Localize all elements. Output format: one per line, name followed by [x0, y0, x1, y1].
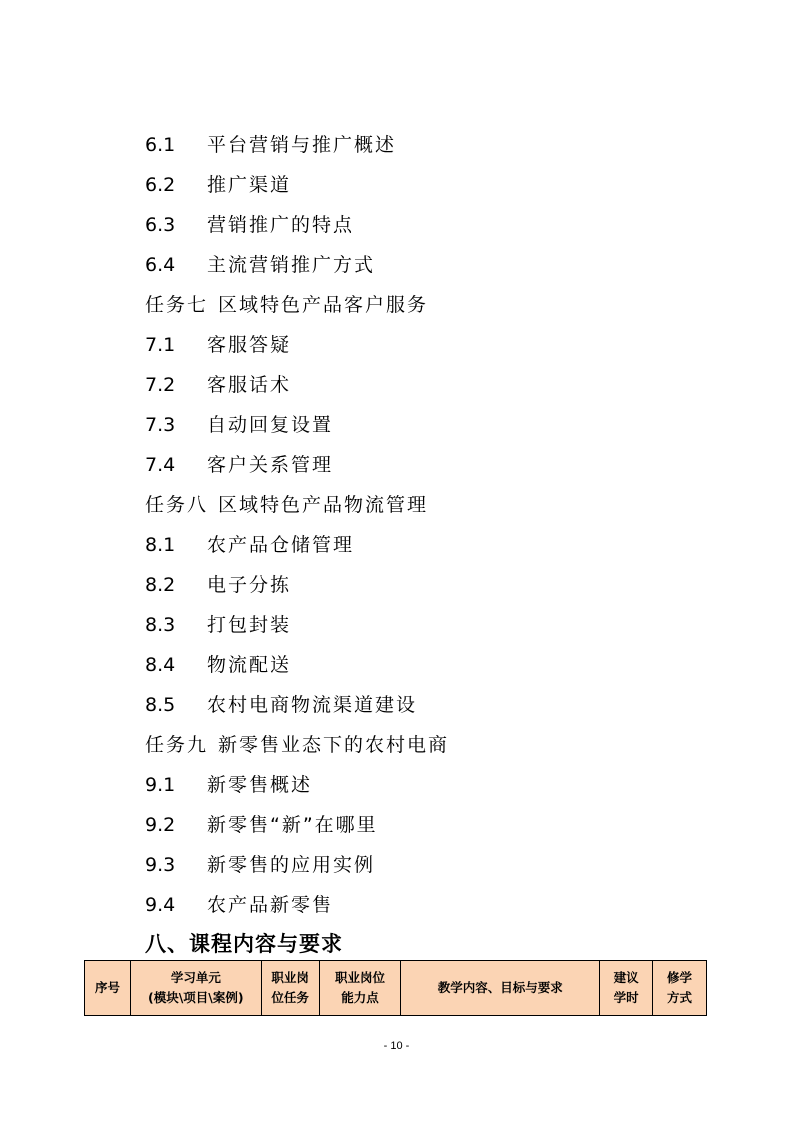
item-title: 电子分拣 [207, 574, 292, 596]
column-header-line: 教学内容、目标与要求 [437, 980, 563, 995]
outline-item [145, 172, 291, 198]
column-header-line: 能力点 [341, 990, 379, 1005]
column-header-line: 职业岗 [271, 970, 309, 985]
item-title: 农产品新零售 [207, 894, 334, 916]
item-title: 新零售的应用实例 [207, 854, 376, 876]
item-title: 区域特色产品物流管理 [218, 494, 429, 516]
column-header-line: 建议 [613, 970, 639, 985]
outline-item [145, 212, 354, 238]
outline-item [145, 852, 375, 878]
outline-item [145, 372, 291, 398]
task-heading [145, 732, 449, 758]
section-heading: 八、课程内容与要求 [145, 932, 343, 956]
column-header-line: 学习单元 [170, 970, 221, 985]
item-number: 6.3 [145, 214, 176, 236]
column-header [653, 961, 707, 1016]
item-number: 6.4 [145, 254, 176, 276]
outline-item [145, 132, 396, 158]
item-title: 推广渠道 [207, 174, 292, 196]
column-header [319, 961, 401, 1016]
outline-item [145, 332, 291, 358]
outline-item [145, 572, 291, 598]
column-header [85, 961, 131, 1016]
column-header [130, 961, 261, 1016]
item-title: 客服话术 [207, 374, 292, 396]
item-title: 农村电商物流渠道建设 [207, 694, 418, 716]
outline-item [145, 612, 291, 638]
item-number: 9.2 [145, 814, 176, 836]
column-header-line: 职业岗位 [335, 970, 386, 985]
column-header-line: 方式 [667, 990, 693, 1005]
outline-item [145, 532, 354, 558]
item-number: 9.4 [145, 894, 176, 916]
column-header [401, 961, 600, 1016]
item-number: 6.2 [145, 174, 176, 196]
column-header [261, 961, 319, 1016]
table-header-row [85, 961, 707, 1016]
item-number: 任务七 [145, 294, 209, 316]
item-title: 客服答疑 [207, 334, 292, 356]
outline-item [145, 652, 291, 678]
column-header-line: 学时 [613, 990, 639, 1005]
outline-item [145, 812, 378, 838]
item-title: 平台营销与推广概述 [207, 134, 397, 156]
item-number: 任务九 [145, 734, 209, 756]
course-content-table [84, 960, 707, 1016]
column-header-line: (模块\项目\案例) [148, 990, 244, 1005]
outline-item [145, 892, 333, 918]
outline-item [145, 452, 333, 478]
item-title: 主流营销推广方式 [207, 254, 376, 276]
item-number: 9.3 [145, 854, 176, 876]
item-title: 物流配送 [207, 654, 292, 676]
item-number: 8.3 [145, 614, 176, 636]
column-header-line: 修学 [667, 970, 693, 985]
item-number: 9.1 [145, 774, 176, 796]
item-title: 打包封装 [207, 614, 292, 636]
column-header-line: 位任务 [271, 990, 309, 1005]
outline-item [145, 692, 417, 718]
page-number: - 10 - [383, 1040, 410, 1052]
item-title: 自动回复设置 [207, 414, 334, 436]
task-heading [145, 292, 428, 318]
item-title: 区域特色产品客户服务 [218, 294, 429, 316]
item-number: 任务八 [145, 494, 209, 516]
item-number: 8.5 [145, 694, 176, 716]
item-title: 新零售业态下的农村电商 [218, 734, 450, 756]
item-title: 新零售“新”在哪里 [207, 814, 378, 836]
column-header [600, 961, 653, 1016]
item-number: 7.2 [145, 374, 176, 396]
column-header-line: 序号 [94, 980, 120, 995]
item-title: 农产品仓储管理 [207, 534, 355, 556]
item-title: 新零售概述 [207, 774, 313, 796]
item-number: 7.3 [145, 414, 176, 436]
item-number: 7.1 [145, 334, 176, 356]
item-title: 客户关系管理 [207, 454, 334, 476]
task-heading [145, 492, 428, 518]
item-number: 7.4 [145, 454, 176, 476]
item-title: 营销推广的特点 [207, 214, 355, 236]
item-number: 6.1 [145, 134, 176, 156]
outline-item [145, 412, 333, 438]
outline-item [145, 252, 375, 278]
outline-item [145, 772, 312, 798]
item-number: 8.4 [145, 654, 176, 676]
item-number: 8.2 [145, 574, 176, 596]
item-number: 8.1 [145, 534, 176, 556]
